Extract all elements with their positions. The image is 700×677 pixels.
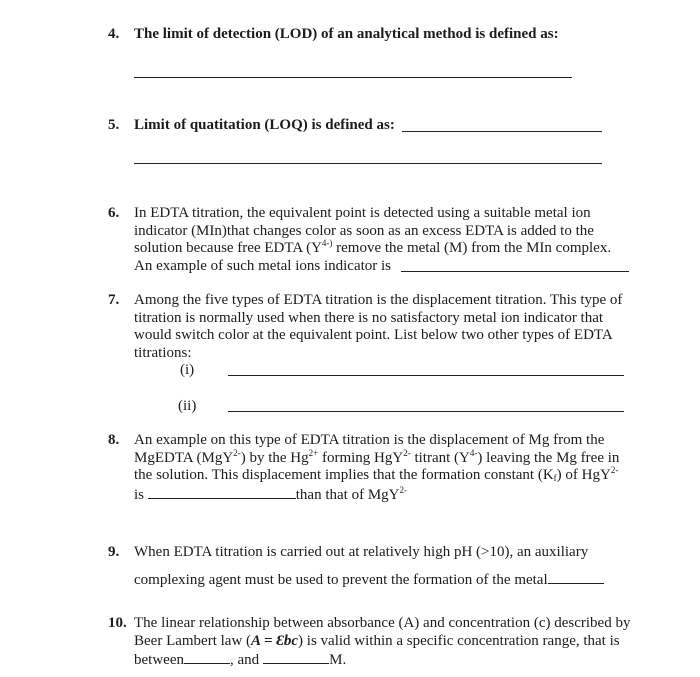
question-text-line: When EDTA titration is carried out at relatively high pH (>10), an auxiliary bbox=[134, 544, 589, 560]
question-text-line bbox=[134, 485, 646, 505]
question-text-line bbox=[134, 240, 634, 258]
question-text-line bbox=[134, 566, 646, 594]
text-span: complexing agent must be used to prevent the formation of the metal bbox=[134, 572, 548, 588]
question-text-line: The linear relationship between absorbance (A) and concentration (c) described by bbox=[134, 615, 631, 631]
answer-line[interactable] bbox=[402, 131, 602, 132]
text-span: ) leaving the Mg free in bbox=[477, 449, 620, 466]
question-text-line bbox=[134, 447, 646, 468]
equation: A = Ɛbc bbox=[251, 632, 299, 649]
answer-blank[interactable] bbox=[263, 650, 329, 664]
answer-blank[interactable] bbox=[548, 570, 604, 584]
text-span: solution because free EDTA (Y bbox=[134, 240, 322, 257]
question-text-line: indicator (MIn)that changes color as soon as an excess EDTA is added to the bbox=[134, 222, 594, 239]
question-text-line: would switch color at the equivalent point. List below two other types of EDTA bbox=[134, 327, 613, 344]
text-span: is bbox=[134, 486, 145, 503]
text-span: Beer Lambert law ( bbox=[134, 632, 252, 649]
question-text-line bbox=[134, 258, 634, 276]
text-span: remove the metal (M) from the MIn complex. bbox=[332, 240, 612, 257]
text-span: An example of such metal ions indicator is bbox=[134, 257, 392, 274]
question-number: 7. bbox=[108, 292, 120, 308]
answer-blank[interactable] bbox=[148, 485, 296, 499]
text-span: than that of MgY bbox=[295, 486, 400, 503]
superscript: 2- bbox=[399, 484, 407, 495]
superscript: 2+ bbox=[308, 447, 319, 458]
subscript: f bbox=[553, 473, 557, 484]
question-number: 5. bbox=[108, 117, 120, 133]
question-text: Limit of quatitation (LOQ) is defined as: bbox=[134, 117, 395, 133]
question-number: 8. bbox=[108, 432, 120, 448]
question-text-line: titration is normally used when there is no satisfactory metal ion indicator that bbox=[134, 309, 604, 326]
question-text: The limit of detection (LOD) of an analytical method is defined as: bbox=[134, 26, 559, 42]
text-span: , and bbox=[229, 652, 260, 669]
question-number: 9. bbox=[108, 544, 120, 560]
superscript: 2- bbox=[233, 447, 241, 458]
answer-line[interactable] bbox=[134, 163, 602, 164]
question-text-line: In EDTA titration, the equivalent point is detected using a suitable metal ion bbox=[134, 205, 591, 221]
list-item-label: (i) bbox=[180, 362, 195, 378]
superscript: 4-) bbox=[321, 238, 333, 249]
question-text-line: Among the five types of EDTA titration is the displacement titration. This type of bbox=[134, 292, 623, 308]
answer-blank[interactable] bbox=[184, 650, 230, 664]
question-text-line bbox=[134, 467, 646, 485]
text-span: MgEDTA (MgY bbox=[134, 449, 234, 466]
answer-line[interactable] bbox=[228, 375, 624, 376]
question-number: 4. bbox=[108, 26, 120, 42]
superscript: 2- bbox=[403, 447, 411, 458]
text-span: ) by the Hg bbox=[240, 449, 309, 466]
text-span: the solution. This displacement implies that the formation constant (K bbox=[134, 467, 554, 484]
text-span: ) of HgY bbox=[556, 467, 611, 484]
question-text-line bbox=[134, 650, 646, 670]
text-span: M. bbox=[329, 652, 347, 669]
list-item-label: (ii) bbox=[178, 398, 197, 414]
question-text-line: titrations: bbox=[134, 344, 192, 361]
answer-line[interactable] bbox=[134, 77, 572, 78]
answer-line[interactable] bbox=[228, 411, 624, 412]
question-number: 6. bbox=[108, 205, 120, 221]
question-text-line bbox=[134, 633, 646, 651]
text-span: ) is valid within a specific concentration range, that is bbox=[298, 632, 620, 649]
superscript: 4- bbox=[469, 447, 478, 458]
text-span: titrant (Y bbox=[410, 449, 470, 466]
question-text-line: An example on this type of EDTA titration is the displacement of Mg from the bbox=[134, 432, 605, 448]
superscript: 2- bbox=[610, 465, 619, 476]
text-span: forming HgY bbox=[318, 449, 404, 466]
answer-line[interactable] bbox=[401, 271, 629, 272]
question-number: 10. bbox=[108, 615, 127, 631]
text-span: between bbox=[134, 652, 184, 669]
